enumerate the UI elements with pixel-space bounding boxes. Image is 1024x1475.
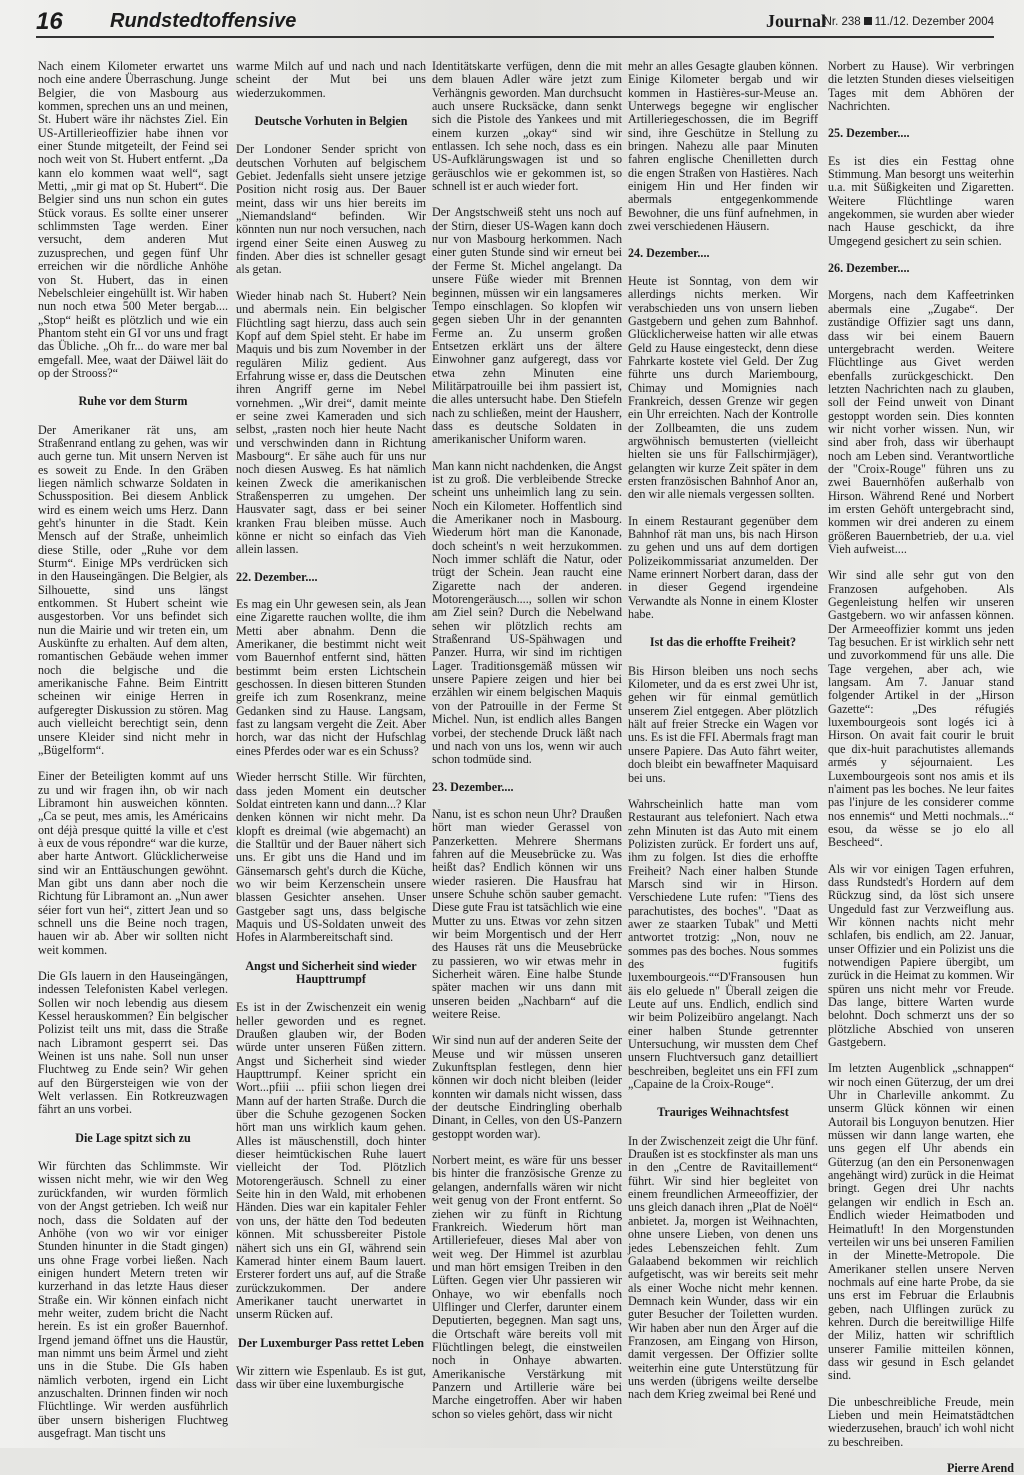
column-5	[828, 59, 1014, 1475]
paragraph: Wir zittern wie Espenlaub. Es ist gut, dass wir über eine luxemburgische	[236, 1363, 426, 1392]
square-bullet-icon	[864, 17, 872, 25]
subheading: Deutsche Vorhuten in Belgien	[254, 114, 408, 129]
paragraph: Die GIs lauern in den Hauseingängen, indessen Telefonisten Kabel verlegen. Sollen wir noch lebendig aus diesem Kessel herauskommen? Ein belgischer Polizist teilt uns mit, dass die Straße nach Libramont gesperrt sei. Das Weinen ist uns nahe. Soll nun unser Fluchtweg zu Ende sein? Wir gehen auf den Bürgersteigen wie von der Welt verlassen. Ein Rotkreuzwagen fährt an uns vorbei.	[38, 969, 228, 1117]
issue-date: 11./12. Dezember 2004	[874, 16, 994, 28]
issue-info	[824, 16, 994, 28]
date-heading: 25. Dezember....	[828, 126, 910, 141]
subheading: Ist das die erhoffte Freiheit?	[649, 635, 797, 650]
paragraph: Morgens, nach dem Kaffeetrinken abermals eine „Zugabe“. Der zuständige Offizier sagt uns dann, dass wir bei einem Bauern untergebracht werden. Weitere Flüchtlinge aus Givet werden ebenfalls zurückgeschickt. Den letzten Nachrichten nach zu glauben, soll der Feind unweit von Dinant gestoppt worden sein. Dies konnten wir nicht vorher wissen. Nun, wir sind aber froh, dass wir überhaupt noch am Leben sind. Verantwortliche der "Croix-Rouge" führen uns zu zwei Bauernhöfen außerhalb von Hirson. Während René und Norbert im ersten Gehöft untergebracht sind, kommen wir drei anderen zu einem größeren Bauernbetrieb, der u.a. viel Vieh aufweist....	[828, 288, 1014, 556]
column-3	[432, 60, 622, 1440]
date-heading: 26. Dezember....	[828, 261, 910, 276]
date-heading: 24. Dezember....	[628, 246, 710, 261]
issue-number: Nr. 238	[823, 16, 861, 28]
paragraph: In der Zwischenzeit zeigt die Uhr fünf. Draußen ist es stockfinster als man uns in den „Centre de Ravitaillement“ führt. Wir sind hier begleitet von einem freundlichen Armeeoffizier, der uns gleich danach ihren „Plat de Noël“ anbietet. Ja, morgen ist Weihnachten, ohne unsere Lieben, von denen uns jedes Lebenszeichen fehlt. Zum Galaabend bekommen wir reichlich aufgetischt, was wir bereits seit mehr als einer Woche nicht mehr kennen. Demnach kein Wunder, dass wir ein guter Besucher der Toiletten wurden. Wir haben aber nun den Ärger auf die Franzosen, am Eingang von Hirson, damit vergessen. Der Offizier sollte weiterhin eine gute Unterstützung für uns werden (übrigens weilte derselbe nach dem Krieg zweimal bei René und	[628, 1133, 818, 1402]
paragraph: Wieder herrscht Stille. Wir fürchten, dass jeden Moment ein deutscher Soldat eintreten kann und dann...? Klar denken können wir nicht mehr. Da klopft es dreimal (wie abgemacht) an die Stalltür und der Bauer nähert sich uns. Er gibt uns die Hand und im Gänsemarsch geht's durch die Küche, wo wir beim Kerzenschein unsere blassen Gesichter ansehen. Unser Gastgeber sagt uns, dass belgische Maquis und US-Soldaten unweit des Hofes in Alarmbereitschaft sind.	[236, 770, 426, 945]
section-title: Rundstedtoffensive	[110, 10, 297, 32]
paragraph: Im letzten Augenblick „schnappen“ wir noch einen Güterzug, der um drei Uhr in Charleville ankommt. Zu unserm Glück können wir einen Autorail bis Longuyon benutzen. Hier müssen wir dann lange warten, ehe uns gegen elf Uhr abends ein Güterzug (an den ein Personenwagen angehängt wird) zurück in die Heimat bringt. Gegen drei Uhr nachts gelangen wir endlich in Esch an. Endlich wieder Heimatboden und Heimatluft! In den Morgenstunden verteilen wir uns bei unseren Familien in der Minette-Metropole. Die Amerikaner stellen unsere Nerven nochmals auf eine harte Probe, da sie uns erst im Februar die Erlaubnis geben, nach Ulflingen zurück zu kehren. Durch die bereitwillige Hilfe der Miliz, hatten wir schriftlich unserer Familie mitteilen können, dass wir gesund in Esch gelandet sind.	[828, 1061, 1014, 1383]
paragraph: Wir sind nun auf der anderen Seite der Meuse und wir müssen unseren Zukunftsplan festlegen, denn hier können wir doch nicht bleiben (leider konnten wir damals nicht wissen, dass der deutsche Eindringling oberhalb Dinant, in Celles, von den US-Panzern gestoppt worden war).	[432, 1033, 622, 1141]
paragraph: Nanu, ist es schon neun Uhr? Draußen hört man wieder Gerassel von Panzerketten. Mehrere Shermans fahren auf die Meusebrücke zu. Was heißt das? Endlich können wir uns wieder rasieren. Die Hausfrau hat unsere Schuhe schön sauber gemacht. Diese gute Frau ist tatsächlich wie eine Mutter zu uns. Etwas vor zehn sitzen wir beim Morgentisch und der Herr des Hauses rät uns die Meusebrücke zu passieren, wo wir etwas mehr in Sicherheit wären. Eine halbe Stunde später machen wir uns dann mit unseren beiden „Nachbarn“ auf die weitere Reise.	[432, 806, 622, 1022]
author-signature: Pierre Arend	[946, 1461, 1014, 1475]
paragraph: Wieder hinab nach St. Hubert? Nein und abermals nein. Ein belgischer Flüchtling sagt hierzu, dass auch sein Kopf auf dem Spiel steht. Er habe im Maquis und bis zum November in der regulären Miliz gedient. Aus Erfahrung wisse er, dass die Deutschen ihren Angriff gerne im Nebel vornehmen. „Wir drei“, damit meinte er seine zwei Kameraden und sich selbst, „rasten noch hier heute Nacht und verschwinden dann in Richtung Masbourg“. Er sähe auch für uns nur noch diesen Ausweg. Es hat nämlich keinen Zweck die amerikanischen Straßensperren zu umgehen. Der Hausvater sagt, dass er bei seiner kranken Frau bleiben müsse. Auch könne er nicht so einfach das Vieh allein lassen.	[236, 288, 426, 557]
column-4	[628, 60, 818, 1440]
paragraph: Die unbeschreibliche Freude, mein Lieben und mein Heimatstädtchen wiederzusehen, brauch' ich wohl nicht zu beschreiben.	[828, 1394, 1014, 1449]
paragraph: Identitätskarte verfügen, denn die mit dem blauen Adler wäre jetzt zum Verhängnis geworden. Man durchsucht auch unsere Rucksäcke, dann senkt sich die Pistole des Yankees und mit einem kurzen „okay“ sind wir entlassen. Ich sehe noch, dass es ein US-Aufklärungswagen ist und so geräuschlos wie er gekommen ist, so schnell ist er auch wieder fort.	[432, 59, 622, 194]
paragraph: Man kann nicht nachdenken, die Angst ist zu groß. Die verbleibende Strecke scheint uns unheimlich lang zu sein. Noch ein Kilometer. Hoffentlich sind die Amerikaner noch in Masbourg. Wiederum hört man die Kanonade, doch scheint's n weit herzukommen. Noch immer schläft die Natur, oder trügt der Schein. Jean raucht eine Zigarette nach der anderen. Motorengeräusch...., sollen wir schon am Ziel sein? Durch die Nebelwand sehen wir plötzlich rechts am Straßenrand US-Spähwagen und Panzer. Hurra, wir sind im richtigen Lager. Traditionsgemäß müssen wir unsere Papiere zeigen und hier bei erzählen wir einem belgischen Maquis von der Patrouille in der Ferme St Michel. Nun, ist endlich alles Bangen vorbei, der stechende Druck läßt nach und nach von uns los, wenn wir auch schon todmüde sind.	[432, 458, 622, 767]
subheading: Trauriges Weihnachtsfest	[657, 1105, 789, 1120]
subheading: Der Luxemburger Pass rettet Leben	[237, 1335, 425, 1350]
paragraph: Der Londoner Sender spricht von deutschen Vorhuten auf belgischem Gebiet. Jedenfalls sieht unsere jetzige Position nicht rosig aus. Der Bauer meint, dass wir uns hier bereits im „Niemandsland“ befinden. Wir könnten nun nur noch versuchen, nach irgend einer Seite einen Ausweg zu finden. Aber dies ist schneller gesagt als getan.	[236, 142, 426, 277]
header-rule	[36, 36, 994, 38]
paragraph: Als wir vor einigen Tagen erfuhren, dass Rundstedt's Hordern auf dem Rückzug sind, da löst sich unsere Ungeduld fast zur Verzweiflung aus. Wir können nachts nicht mehr schlafen, bis endlich, am 22. Januar, unser Offizier und ein Polizist uns die notwendigen Papiere übergibt, um zurück in die Heimat zu kommen. Wir spüren uns nicht mehr vor Freude. Das lange, bittere Warten wurde belohnt. Doch schmerzt uns der so plötzliche Abschied von unseren Gastgebern.	[828, 861, 1014, 1050]
paragraph: warme Milch auf und nach und nach scheint der Mut bei uns wiederzukommen.	[236, 59, 426, 100]
date-heading: 23. Dezember....	[432, 779, 514, 794]
page-header	[36, 8, 994, 38]
paragraph: Wahrscheinlich hatte man vom Restaurant aus telefoniert. Nach etwa zehn Minuten ist das Auto mit einem Polizisten zurück. Er fordert uns auf, ihm zu folgen. Ist dies die erhoffte Freiheit? Nach einer halben Stunde Marsch sind wir in Hirson. Verschiedene Lute rufen: "Tiens des parachutistes, des boches". "Daat as awer ze staarken Tubak" und Metti antwortet trotzig: „Non, nouv ne sommes pas des boches. Nous sommes des fugitifs luxembourgeois.““D'Fransousen hun äis elo geluede n" Überall zeigen die Leute auf uns. Endlich, endlich sind wir beim Polizeibüro angelangt. Nach einer halben Stunde getrennter Untersuchung, wir mussten dem Chef unsern Fluchtversuch ganz detailliert beschreiben, begleitet uns ein FFI zum „Capaine de la Croix-Rouge“.	[628, 796, 818, 1092]
paragraph: Es mag ein Uhr gewesen sein, als Jean eine Zigarette rauchen wollte, die ihm Metti aber abnahm. Denn die Amerikaner, die bestimmt nicht weit vom Bauernhof entfernt sind, hätten bestimmt beim ersten Lichtschein geschossen. In diesen bitteren Stunden greife ich zum Rosenkranz, meine Gedanken sind zu Hause. Langsam, fast zu langsam vergeht die Zeit. Aber horch, war das nicht der Hufschlag eines Pferdes oder war es ein Schuss?	[236, 597, 426, 758]
paragraph: Wir fürchten das Schlimmste. Wir wissen nicht mehr, wie wir den Weg zurückfanden, wir wurden förmlich von der Angst getrieben. Ich weiß nur noch, dass die Soldaten auf der Anhöhe (von wo wir vor einiger Stunden hinunter in die Stadt gingen) uns ohne Frage vorbei ließen. Nach einigen hundert Metern treten wir kurzerhand in das letzte Haus dieser Straße ein. Wir können einfach nicht mehr weiter, zudem bricht die Nacht herein. Es ist ein großer Bauernhof. Irgend jemand öffnet uns die Haustür, man nimmt uns beim Ärmel und zieht uns in die Stube. Die GIs haben nämlich verboten, irgend ein Licht anzuschalten. Drinnen finden wir noch Flüchtlinge. Wir werden ausführlich über unsern bisherigen Fluchtweg ausgefragt. Man tischt uns	[38, 1159, 228, 1440]
paragraph: Es ist in der Zwischenzeit ein wenig heller geworden und es regnet. Draußen glauben wir, der Boden würde unter unseren Füßen zittern. Angst und Sicherheit sind wieder Haupttrumpf. Keiner spricht ein Wort...pfiii ... pfiii schon liegen drei Mann auf der harten Straße. Durch die über die Schuhe gezogenen Socken hört man uns wirklich kaum gehen. Alles ist mäuschenstill, doch hinter dieser heimtückischen Ruhe lauert vielleicht der Tod. Plötzlich Motorengeräusch. Schnell zu einer Seite hin in den Wald, mit erhobenen Händen. Dies war ein kapitaler Fehler von uns, der hätte den Tod bedeuten können. Mit schussbereiter Pistole nähert sich uns ein GI, während sein Kamerad hinter einem Baum lauert. Ersterer fordert uns auf, auf die Straße zurückzukommen. Der andere Amerikaner taucht unerwartet in unserm Rücken auf.	[236, 1000, 426, 1322]
paragraph: In einem Restaurant gegenüber dem Bahnhof rät man uns, bis nach Hirson zu gehen und uns auf dem dortigen Polizeikommissariat anzumelden. Der Name erinnert Norbert daran, dass der in dieser Gegend irgendeine Verwandte als Nonne in einem Kloster habe.	[628, 513, 818, 622]
paragraph: Wir sind alle sehr gut von den Franzosen aufgehoben. Als Gegenleistung helfen wir unseren Gastgebern. wo wir anfassen können. Der Armeeoffizier kommt uns jeden Tag besuchen. Er ist wirklich sehr nett und zuvorkommend für uns alle. Die Tage vergehen, aber ach, wie langsam. Am 7. Januar stand folgender Artikel in der „Hirson Gazette“: „Des réfugiés luxembourgeois sont logés ici à Hirson. On avait fait courir le bruit que dix-huit parachutistes allemands armés y séjournaient. Les Luxembourgeois sont nos amis et ils n'aiment pas les boches. Ne leur faites pas l'injure de les considerer comme nos ennemis“ und Metti nochmals...“ esou, da wësse se jo elo all Bescheed“.	[828, 568, 1014, 850]
column-1	[38, 60, 228, 1440]
paragraph: Es ist dies ein Festtag ohne Stimmung. Man besorgt uns weiterhin u.a. mit Süßigkeiten und Zigaretten. Weitere Flüchtlinge waren angekommen, sie wurden aber wieder nach Hause geschickt, da ihre Umgegend gesichert zu sein schien.	[828, 153, 1014, 248]
paragraph: Einer der Beteiligten kommt auf uns zu und wir fragen ihn, ob wir nach Libramont hin ausweichen könnten. „Ca se peut, mes amis, les Américains ont déjà presque quitté la ville et c'est à eux de vous répondre“ war die kurze, aber harte Antwort. Glücklicherweise sind wir an Enttäuschungen gewöhnt. Man gibt uns dann aber noch die Richtung für Libramont an. „Nun awer séier fort vun hei“, zittert Jean und so schnell uns die Beine noch tragen, hauen wir ab. Aber wir sollten nicht weit kommen.	[38, 769, 228, 957]
subheading: Angst und Sicherheit sind wieder Haupttrumpf	[245, 958, 417, 986]
subheading: Ruhe vor dem Sturm	[78, 394, 188, 409]
paragraph: Der Amerikaner rät uns, am Straßenrand entlang zu gehen, was wir auch gerne tun. Mit unsern Nerven ist es soweit zu Ende. In den Gräben liegen nämlich schwarze Soldaten in Schussposition. Bei diesem Anblick wird es einem weich ums Herz. Dann geht's hinunter in die Stadt. Kein Mensch auf der Straße, unheimlich diese Stille, oder „Ruhe vor dem Sturm“. Einige MPs verdrücken sich in den Hauseingängen. Die Belgier, als Silhouette, sind uns längst entkommen. St Hubert scheint wie ausgestorben. Vor uns befindet sich nun die Mairie und wir treten ein, um Auskünfte zu erhalten. Auf dem alten, romantischen Gebäude wehen immer noch die belgische und die amerikanische Fahne. Beim Eintritt scheinen wir einige Herren in aufgeregter Diskussion zu stören. Mag auch vielleicht berechtigt sein, denn unsere Kleider sind nicht mehr in „Bügelform“.	[38, 422, 228, 757]
paragraph: Heute ist Sonntag, von dem wir allerdings nichts merken. Wir verabschieden uns von unsern lieben Gastgebern und gehen zum Bahnhof. Glücklicherweise hatten wir alle etwas Geld zu Hause eingesteckt, denn diese Fahrkarte kostete viel Geld. Der Zug führte uns durch Mariembourg, Chimay und Momignies nach Frankreich, dessen Grenze wir gegen ein Uhr erreichten. Nach der Kontrolle der Zollbeamten, die uns zudem argwöhnisch bemusterten (vielleicht hielten sie uns für Fallschirmjäger), gelangten wir kurze Zeit später in dem ersten französischen Bahnhof Anor an, den wir alle niemals vergessen sollten.	[628, 273, 818, 502]
paragraph: Norbert meint, es wäre für uns besser bis hinter die französische Grenze zu gelangen, andernfalls wären wir nicht weit genug von der Front entfernt. So ziehen wir zu fünft in Richtung Frankreich. Wiederum hört man Artilleriefeuer, dieses Mal aber von weit weg. Der Himmel ist azurblau und man hört emsigen Treiben in den Lüften. Gegen vier Uhr passieren wir Onhaye, wo wir ebenfalls noch Ulflinger und Clerfer, darunter einem Deputierten, begegnen. Man sagt uns, die Ortschaft wäre bereits voll mit Flüchtlingen belegt, die einstweilen noch in Onhaye abwarten. Amerikanische Verstärkung mit Panzern und Artillerie wäre bei Marche eingetroffen. Aber wir haben schon so vieles gehört, dass wir nicht	[432, 1153, 622, 1421]
publication-name: Journal	[765, 11, 826, 31]
paragraph: Nach einem Kilometer erwartet uns noch eine andere Überraschung. Junge Belgier, die von Masbourg aus kommen, sprechen uns an und meinen, St. Hubert wäre ihr nächstes Ziel. Ein US-Artillerieoffizier habe ihnen vor einer Stunde mitgeteilt, der Feind sei noch weit von St. Hubert entfernt. „Da kann elo kommen waat well“, sagt Metti, „mir gi mat op St. Hubert“. Die Belgier sind uns nun schon ein gutes Stück voraus. Es sollte einer unserer schlimmsten Tage werden. Einer versucht, dem anderen Mut zuzusprechen, und gegen fünf Uhr erreichen wir die nördliche Anhöhe von St. Hubert, das in einen Nebelschleier eingehüllt ist. Wir haben nun noch etwa 500 Meter bergab.... „Stop“ heißt es plötzlich und wie ein Phantom steht ein GI vor uns und fragt das Übliche. „Oh fr... do ware mer bal emgefall. Mee, waat der Däiwel läit do op der Strooss?“	[38, 59, 228, 380]
paragraph: Bis Hirson bleiben uns noch sechs Kilometer, und da es erst zwei Uhr ist, gehen wir für einmal gemütlich unserem Ziel entgegen. Aber plötzlich hält auf freier Strecke ein Wagen vor uns. Es ist die FFI. Abermals fragt man unsere Papiere. Das Auto fährt weiter, doch bleibt ein bewaffneter Maquisard bei uns.	[628, 663, 818, 785]
column-2	[236, 60, 426, 1440]
paragraph: mehr an alles Gesagte glauben können. Einige Kilometer bergab und wir kommen in Hastières-sur-Meuse an. Unterwegs begegne wir englischer Artilleriegeschossen, die im Begriff sind, ihre Geschütze in Stellung zu bringen. Nahezu alle paar Minuten fahren englische Chenilletten durch die engen Straßen von Hastières. Nach einigem Hin und Her finden wir abermals entgegenkommende Bewohner, die uns fünf aufnehmen, in zwei verschiedenen Häusern.	[628, 59, 818, 234]
page-number: 16	[36, 8, 63, 35]
paragraph: Der Angstschweiß steht uns noch auf der Stirn, dieser US-Wagen kann doch nur von Masbourg herkommen. Nach einer guten Stunde sind wir erneut bei der Ferme St. Michel angelangt. Da unsere Füße wieder mit Brennen beginnen, müssen wir ein langsameres Tempo einschlagen. So klopfen wir gegen sieben Uhr in der genannten Ferme an. Zu unserm großen Entsetzen erklärt uns der ältere Einwohner ganz aufgeregt, dass vor etwa zehn Minuten eine Militärpatrouille bei ihm passiert ist, die alles untersucht habe. Den Stiefeln nach zu schließen, meint der Hausherr, dass es deutsche Soldaten in amerikanischer Uniform waren.	[432, 205, 622, 447]
date-heading: 22. Dezember....	[236, 569, 318, 584]
subheading: Die Lage spitzt sich zu	[75, 1130, 191, 1145]
paragraph: Norbert zu Hause). Wir verbringen die letzten Stunden dieses vielseitigen Tages mit dem Abhören der Nachrichten.	[828, 59, 1014, 114]
